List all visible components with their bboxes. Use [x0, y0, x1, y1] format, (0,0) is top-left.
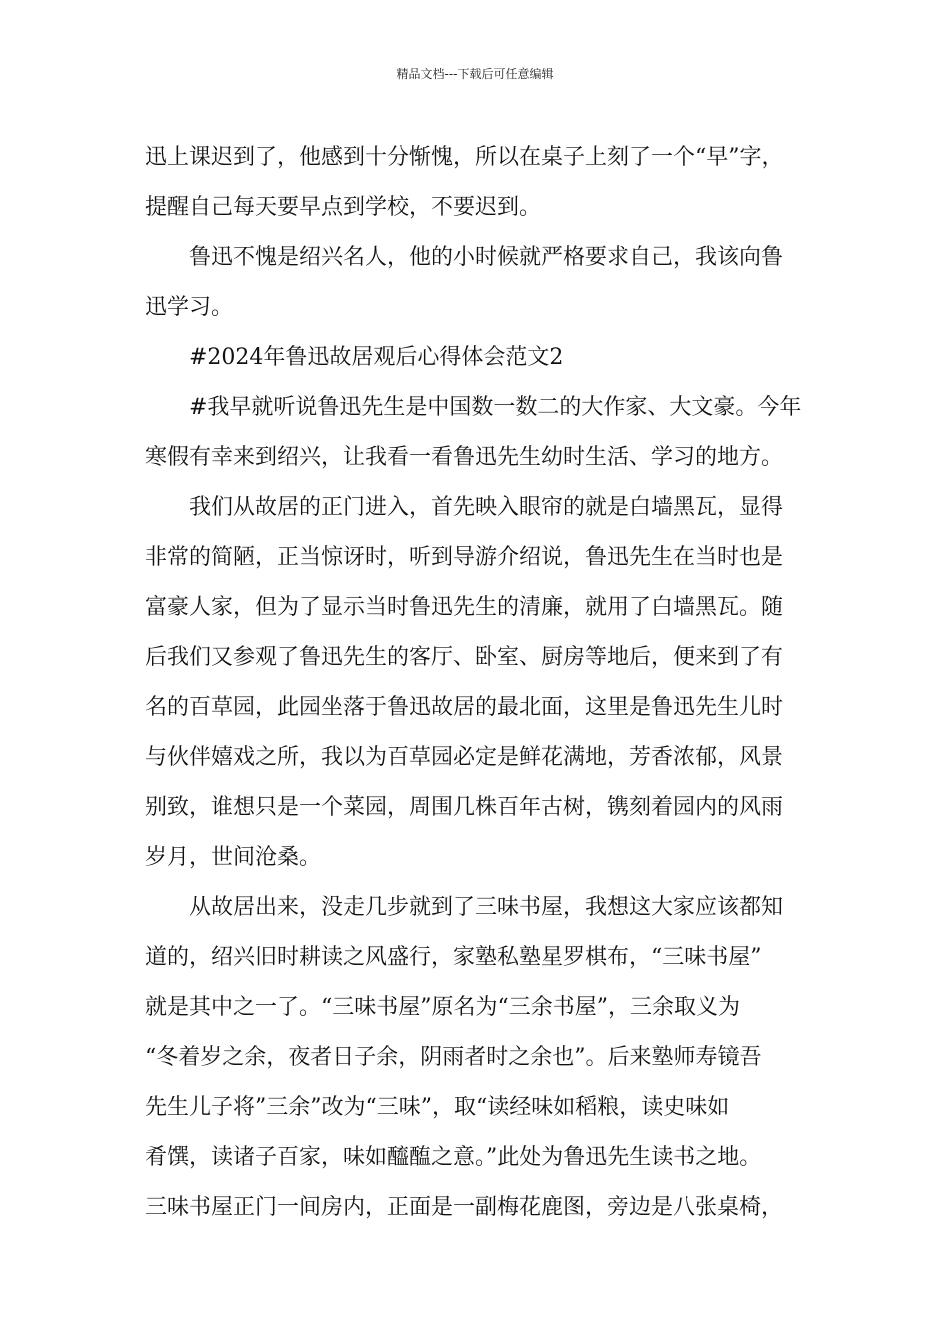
- text-line: 从故居出来，没走几步就到了三味书屋，我想这大家应该都知: [189, 895, 784, 920]
- paragraph: [145, 133, 809, 233]
- text-line: 非常的简陋，正当惊讶时，听到导游介绍说，鲁迅先生在当时也是: [145, 545, 784, 570]
- text-line: 后我们又参观了鲁迅先生的客厅、卧室、厨房等地后，便来到了有: [145, 645, 784, 670]
- text-line: “冬着岁之余，夜者日子余，阴雨者时之余也”。后来塾师寿镜吾: [145, 1045, 762, 1070]
- text-line: 迅学习。: [145, 295, 234, 320]
- text-line: 提醒自己每天要早点到学校，不要迟到。: [145, 195, 542, 220]
- text-line: #2024年鲁迅故居观后心得体会范文2: [189, 345, 564, 370]
- text-line: 名的百草园，此园坐落于鲁迅故居的最北面，这里是鲁迅先生儿时: [145, 695, 784, 720]
- text-line: 岁月，世间沧桑。: [145, 845, 322, 870]
- text-line: 就是其中之一了。“三味书屋”原名为“三余书屋”，三余取义为: [145, 995, 740, 1020]
- text-line: 鲁迅不愧是绍兴名人，他的小时候就严格要求自己，我该向鲁: [189, 245, 784, 270]
- page-header: 精品文档---下载后可任意编辑: [396, 67, 554, 81]
- text-line: 肴馔，读诸子百家，味如醯醢之意。”此处为鲁迅先生读书之地。: [145, 1145, 762, 1170]
- section-heading: [145, 333, 809, 383]
- text-line: 富豪人家，但为了显示当时鲁迅先生的清廉，就用了白墙黑瓦。随: [145, 595, 784, 620]
- text-line: 迅上课迟到了，他感到十分惭愧，所以在桌子上刻了一个“早”字，: [145, 145, 784, 170]
- paragraph: [145, 233, 809, 333]
- text-line: 别致，谁想只是一个菜园，周围几株百年古树，镌刻着园内的风雨: [145, 795, 784, 820]
- text-line: 寒假有幸来到绍兴，让我看一看鲁迅先生幼时生活、学习的地方。: [145, 445, 784, 470]
- text-line: 先生儿子将”三余”改为“三味”，取“读经味如稻粮，读史味如: [145, 1095, 730, 1120]
- paragraph: [145, 883, 809, 1233]
- text-line: #我早就听说鲁迅先生是中国数一数二的大作家、大文豪。今年: [189, 395, 802, 420]
- text-line: 道的，绍兴旧时耕读之风盛行，家塾私塾星罗棋布，“三味书屋”: [145, 945, 762, 970]
- text-line: 我们从故居的正门进入，首先映入眼帘的就是白墙黑瓦，显得: [189, 495, 784, 520]
- text-line: 与伙伴嬉戏之所，我以为百草园必定是鲜花满地，芳香浓郁，风景: [145, 745, 784, 770]
- document-body: [145, 133, 809, 1233]
- text-line: 三味书屋正门一间房内，正面是一副梅花鹿图，旁边是八张桌椅，: [145, 1195, 784, 1220]
- paragraph: [145, 383, 809, 483]
- paragraph: [145, 483, 809, 883]
